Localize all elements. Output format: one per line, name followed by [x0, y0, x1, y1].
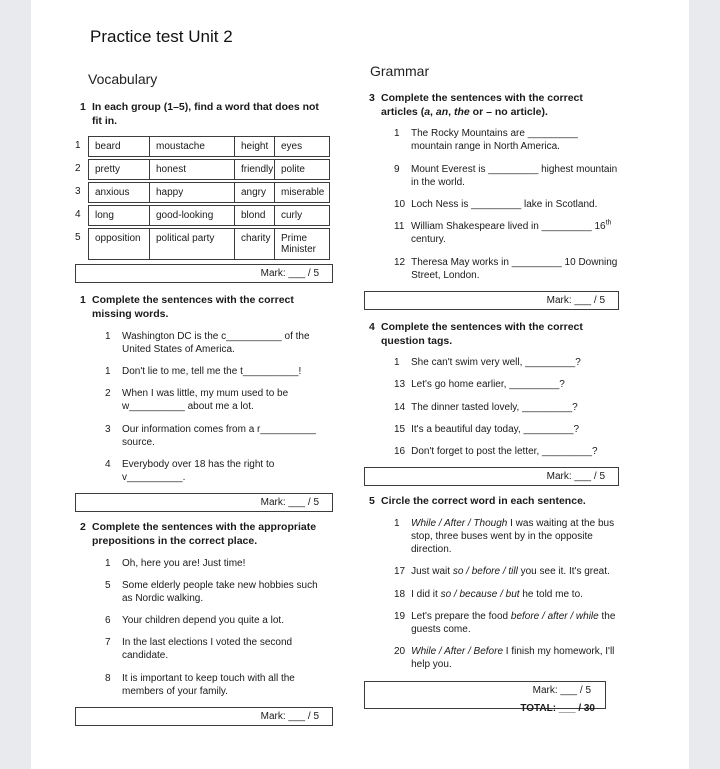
mark-box: [75, 493, 333, 512]
exercise-title: In each group (1–5), find a word that does not fit in.: [92, 101, 319, 127]
item-number: 1: [394, 517, 400, 529]
section-heading-grammar: Grammar: [370, 63, 430, 79]
item-number: 18: [394, 588, 406, 600]
row-number: 2: [75, 163, 81, 175]
exercise-item: [105, 557, 331, 570]
exercise-item: [105, 330, 331, 356]
exercise-heading-find-word: [80, 101, 331, 128]
table-cell: good-looking: [149, 206, 234, 225]
exercise-title: Complete the sentences with the correct articles (a, an, the or – no article).: [381, 92, 583, 118]
item-number: 1: [105, 365, 111, 377]
item-text: I did it so / because / but he told me to.: [411, 588, 583, 600]
total-box: [364, 681, 606, 714]
item-text: She can't swim very well, _________?: [411, 357, 581, 369]
item-text: Don't lie to me, tell me the t__________!: [122, 365, 302, 377]
exercise-item: [105, 387, 331, 413]
item-number: 4: [105, 458, 111, 470]
exercise-heading-prepositions: [80, 521, 331, 548]
table-cell: pretty: [95, 164, 121, 176]
item-number: 16: [394, 446, 406, 457]
mark-label: Mark: ___ / 5: [546, 471, 605, 483]
table-cell: angry: [234, 183, 274, 202]
item-text: Oh, here you are! Just time!: [122, 557, 246, 569]
mark-label: Mark: ___ / 5: [260, 497, 319, 509]
item-text: Let's go home earlier, _________?: [411, 379, 565, 391]
vocabulary-column: [75, 71, 331, 726]
exercise-item: [394, 445, 618, 458]
item-number: 10: [394, 199, 406, 211]
total-label: TOTAL: ___ / 30: [520, 702, 595, 714]
exercise-item: [394, 517, 618, 557]
mark-box: [75, 707, 333, 726]
mark-box: [75, 264, 333, 283]
exercise-number: 5: [369, 495, 375, 508]
exercise-title: Complete the sentences with the correct question tags.: [381, 320, 583, 347]
item-number: 19: [394, 610, 406, 622]
exercise-item: [394, 565, 618, 578]
item-text: Theresa May works in _________ 10 Downing Street, London.: [411, 256, 618, 281]
item-text: The Rocky Mountains are _________ mountain range in North America.: [411, 128, 578, 153]
grammar-column: [364, 63, 618, 714]
table-cell: blond: [234, 206, 274, 225]
item-text: Some elderly people take new hobbies such as Nordic walking.: [122, 579, 318, 604]
table-row: [75, 205, 331, 226]
item-text: Everybody over 18 has the right to v__________.: [122, 458, 275, 484]
exercise-item: [394, 163, 618, 189]
item-number: 1: [105, 557, 111, 569]
item-text: Our information comes from a r__________ source.: [122, 423, 316, 448]
mark-label: Mark: ___ / 5: [546, 294, 605, 306]
item-number: 5: [105, 579, 111, 591]
exercise-item: [394, 378, 618, 391]
exercise-item: [394, 356, 618, 369]
exercise-item: [105, 636, 331, 662]
exercise-number: 1: [80, 294, 86, 307]
exercise-heading-question-tags: [369, 321, 618, 348]
item-text: William Shakespeare lived in _________ 16th century.: [411, 219, 612, 246]
row-number: 1: [75, 140, 81, 152]
item-number: 14: [394, 401, 406, 413]
exercise-item: [394, 256, 618, 282]
exercise-item: [394, 220, 618, 246]
item-number: 20: [394, 646, 406, 658]
exercise-item: [394, 401, 618, 414]
exercise-heading-circle-word: [369, 495, 618, 509]
item-text: Just wait so / before / till you see it. It's great.: [411, 566, 610, 578]
two-column-layout: [31, 63, 689, 726]
item-number: 17: [394, 566, 406, 578]
exercise-title: Complete the sentences with the correct missing words.: [92, 294, 294, 320]
row-number: 3: [75, 186, 81, 198]
item-number: 13: [394, 379, 406, 391]
exercise-title: Complete the sentences with the appropriate prepositions in the correct place.: [92, 521, 317, 547]
item-text: Mount Everest is _________ highest mountain in the world.: [411, 163, 618, 188]
table-row: [75, 159, 331, 180]
table-row: [75, 228, 331, 260]
item-number: 6: [105, 615, 111, 627]
item-text: When I was little, my mum used to be w__________ about me a lot.: [122, 388, 289, 413]
exercise-item: [394, 610, 618, 636]
table-cell: charity: [234, 229, 274, 259]
table-cell: miserable: [274, 183, 329, 202]
exercise-item: [394, 198, 618, 211]
section-heading-vocabulary: Vocabulary: [88, 71, 158, 87]
table-row: [75, 136, 331, 157]
item-text: Washington DC is the c__________ of the United States of America.: [122, 330, 310, 355]
mark-label: Mark: ___ / 5: [260, 268, 319, 280]
exercise-item: [105, 458, 331, 484]
exercise-item: [394, 127, 618, 153]
table-cell: curly: [274, 206, 329, 225]
item-number: 15: [394, 423, 406, 435]
worksheet-page: [31, 0, 689, 769]
item-text: Let's prepare the food before / after / while the guests come.: [411, 610, 616, 635]
row-number: 5: [75, 232, 81, 244]
exercise-item: [394, 423, 618, 436]
exercise-item: [105, 614, 331, 627]
exercise-heading-articles: [369, 92, 618, 119]
exercise-item: [105, 579, 331, 605]
table-cell: opposition: [95, 233, 141, 245]
exercise-heading-missing-words: [80, 294, 331, 321]
item-text: It is important to keep touch with all the members of your family.: [122, 672, 295, 697]
item-text: Your children depend you quite a lot.: [122, 615, 284, 627]
mark-box: [364, 291, 619, 310]
table-cell: moustache: [149, 137, 234, 156]
exercise-item: [394, 645, 618, 671]
table-cell: happy: [149, 183, 234, 202]
table-cell: beard: [95, 141, 121, 153]
mark-label: Mark: ___ / 5: [260, 711, 319, 723]
exercise-title: Circle the correct word in each sentence.: [381, 495, 586, 508]
item-text: Loch Ness is _________ lake in Scotland.: [411, 199, 598, 211]
odd-word-table: [75, 136, 331, 260]
item-number: 9: [394, 163, 400, 175]
table-cell: eyes: [274, 137, 329, 156]
item-number: 1: [105, 330, 111, 342]
item-text: It's a beautiful day today, _________?: [411, 423, 580, 435]
table-cell: polite: [274, 160, 329, 179]
table-cell: long: [95, 210, 114, 222]
table-cell: anxious: [95, 187, 130, 199]
item-number: 7: [105, 637, 111, 649]
exercise-item: [105, 672, 331, 698]
table-row: [75, 182, 331, 203]
item-number: 2: [105, 388, 111, 400]
exercise-number: 2: [80, 521, 86, 534]
exercise-number: 3: [369, 92, 375, 104]
table-cell: Prime Minister: [274, 229, 329, 259]
item-number: 1: [394, 357, 400, 369]
page-title: Practice test Unit 2: [90, 27, 233, 46]
item-number: 11: [394, 221, 405, 233]
table-cell: height: [234, 137, 274, 156]
row-number: 4: [75, 209, 81, 221]
exercise-item: [394, 588, 618, 601]
mark-box: [364, 467, 619, 486]
item-text: Don't forget to post the letter, _________?: [411, 446, 598, 457]
table-cell: political party: [149, 229, 234, 259]
item-number: 12: [394, 256, 406, 268]
item-number: 3: [105, 423, 111, 435]
mark-label: Mark: ___ / 5: [532, 684, 591, 696]
table-cell: honest: [149, 160, 234, 179]
exercise-item: [105, 423, 331, 449]
exercise-number: 4: [369, 320, 375, 333]
item-text: While / After / Though I was waiting at the bus stop, three buses went by in the opposite direction.: [411, 517, 615, 556]
item-text: The dinner tasted lovely, _________?: [411, 401, 578, 413]
exercise-item: [105, 365, 331, 378]
item-number: 8: [105, 672, 111, 684]
exercise-number: 1: [80, 101, 86, 113]
item-text: In the last elections I voted the second candidate.: [122, 637, 293, 662]
table-cell: friendly: [234, 160, 274, 179]
item-number: 1: [394, 128, 400, 140]
item-text: While / After / Before I finish my homework, I'll help you.: [411, 646, 615, 671]
